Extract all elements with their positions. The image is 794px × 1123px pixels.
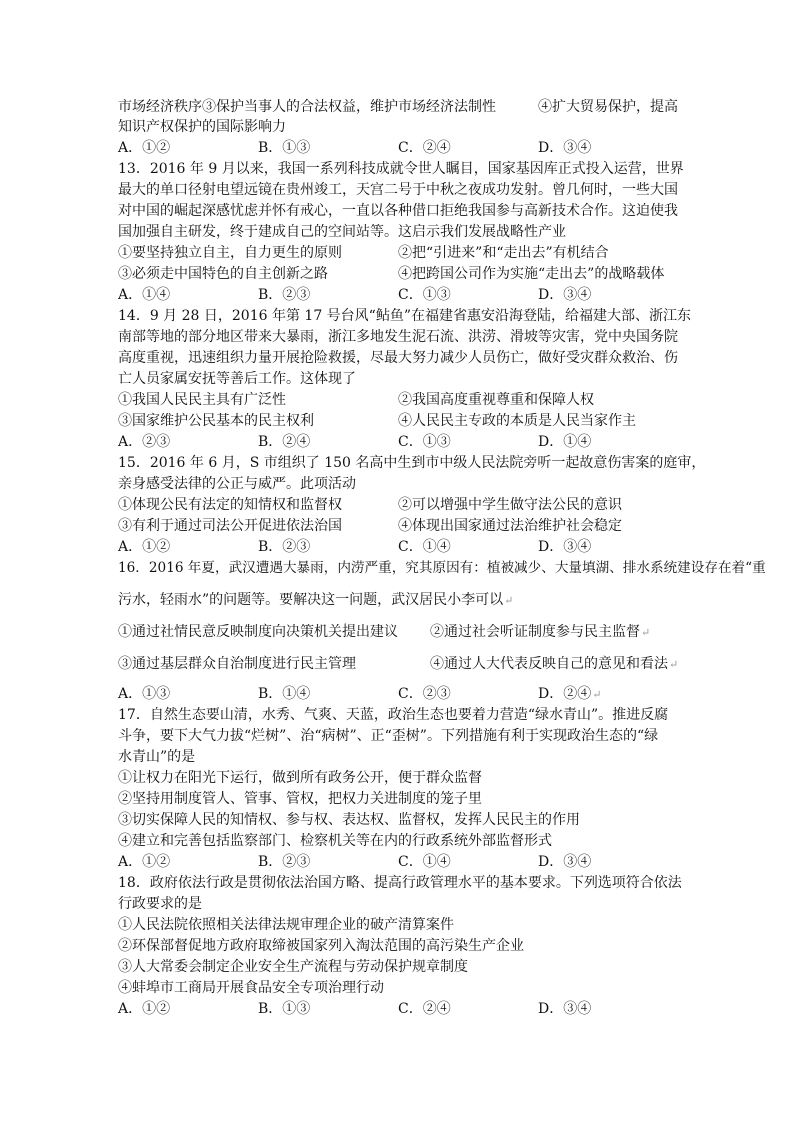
q14-choice-d[interactable]: D．①④	[538, 434, 592, 450]
q14-stem-line-1: 14．9 月 28 日，2016 年第 17 号台风“鲇鱼”在福建省惠安沿海登陆，给福建大部、浙江东	[118, 308, 691, 324]
q17-choice-d[interactable]: D．③④	[538, 854, 592, 870]
q16-statement-1-text: ①通过社情民意反映制度向决策机关提出建议	[118, 624, 398, 640]
paragraph-mark-icon: ↵	[669, 658, 679, 671]
q18-stem-line-1: 18．政府依法行政是贯彻依法治国方略、提高行政管理水平的基本要求。下列选项符合依法	[118, 875, 682, 891]
q16-stem-line-1: 16．2016 年夏，武汉遭遇大暴雨，内涝严重，究其原因有：植被减少、大量填湖、排水系统建设存在着“重	[118, 560, 766, 576]
q14-stem-line-3: 高度重视，迅速组织力量开展抢险救援，尽最大努力减少人员伤亡，做好受灾群众救治、伤	[118, 350, 678, 366]
q12-line-2: 知识产权保护的国际影响力	[118, 119, 286, 135]
paragraph-mark-icon: ↵	[504, 594, 514, 607]
q17-choice-c[interactable]: C．①④	[398, 854, 451, 870]
q16-stem-line-2	[118, 591, 513, 610]
q16-statement-3-text: ③通过基层群众自治制度进行民主管理	[118, 656, 356, 672]
q14-statement-2: ②我国高度重视尊重和保障人权	[398, 392, 594, 408]
q13-statement-1: ①要坚持独立自主，自力更生的原则	[118, 245, 342, 261]
q17-choice-a[interactable]: A．①②	[118, 854, 171, 870]
q13-choice-a[interactable]: A．①④	[118, 287, 171, 303]
q13-stem-line-4: 国加强自主研发，终于建成自己的空间站等。这启示我们发展战略性产业	[118, 224, 566, 240]
q18-stem-line-2: 行政要求的是	[118, 896, 202, 912]
q12-statement-4: ④扩大贸易保护，提高	[538, 99, 678, 115]
q14-statement-4: ④人民民主专政的本质是人民当家作主	[398, 413, 636, 429]
q12-choice-a[interactable]: A．①②	[118, 140, 171, 156]
q18-choice-b[interactable]: B．①③	[258, 1001, 311, 1017]
q13-stem-line-3: 对中国的崛起深感忧虑并怀有戒心，一直以各种借口拒绝我国参与高新技术合作。这迫使我	[118, 203, 678, 219]
paragraph-mark-icon: ↵	[641, 626, 651, 639]
paragraph-mark-icon: ↵	[592, 688, 602, 701]
q14-choice-a[interactable]: A．②③	[118, 434, 171, 450]
q14-choice-c[interactable]: C．①③	[398, 434, 451, 450]
q16-choice-d-text: D．②④	[538, 686, 592, 702]
q15-statement-4: ④体现出国家通过法治维护社会稳定	[398, 518, 622, 534]
q17-stem-line-2: 斗争，要下大气力拔“烂树”、治“病树”、正“歪树”。下列措施有利于实现政治生态的“绿	[118, 728, 659, 744]
q15-statement-1: ①体现公民有法定的知情权和监督权	[118, 497, 342, 513]
q17-statement-3: ③切实保障人民的知情权、参与权、表达权、监督权，发挥人民民主的作用	[118, 812, 580, 828]
q18-statement-2: ②环保部督促地方政府取缔被国家列入淘汰范围的高污染生产企业	[118, 938, 524, 954]
q17-statement-2: ②坚持用制度管人、管事、管权，把权力关进制度的笼子里	[118, 791, 482, 807]
q17-statement-4: ④建立和完善包括监察部门、检察机关等在内的行政系统外部监督形式	[118, 833, 552, 849]
q18-statement-3: ③人大常委会制定企业安全生产流程与劳动保护规章制度	[118, 959, 468, 975]
q16-statement-1	[118, 623, 398, 641]
q16-choice-c[interactable]: C．②③	[398, 686, 451, 702]
q15-choice-a[interactable]: A．①②	[118, 539, 171, 555]
q13-statement-3: ③必须走中国特色的自主创新之路	[118, 266, 328, 282]
q16-choice-b[interactable]: B．①④	[258, 686, 311, 702]
q13-stem-line-1: 13．2016 年 9 月以来，我国一系列科技成就令世人瞩目，国家基因库正式投入运营，世界	[118, 161, 684, 177]
q15-stem-line-1: 15．2016 年 6 月，S 市组织了 150 名高中生到市中级人民法院旁听一起故意伤害案的庭审，	[118, 455, 706, 471]
q14-statement-3: ③国家维护公民基本的民主权利	[118, 413, 314, 429]
q16-choice-a[interactable]: A．①③	[118, 686, 171, 702]
q16-statement-2	[430, 623, 650, 642]
q18-choice-c[interactable]: C．②④	[398, 1001, 451, 1017]
q15-choice-c[interactable]: C．①④	[398, 539, 451, 555]
q14-stem-line-2: 南部等地的部分地区带来大暴雨，浙江多地发生泥石流、洪涝、滑坡等灾害，党中央国务院	[118, 329, 678, 345]
q18-choice-a[interactable]: A．①②	[118, 1001, 171, 1017]
q16-statement-4-text: ④通过人大代表反映自己的意见和看法	[430, 656, 668, 672]
q15-choice-b[interactable]: B．②③	[258, 539, 311, 555]
q16-statement-3	[118, 655, 356, 673]
q16-stem-text: 污水，轻雨水”的问题等。要解决这一问题，武汉居民小李可以	[118, 592, 504, 608]
q13-choice-c[interactable]: C．①③	[398, 287, 451, 303]
q13-choice-d[interactable]: D．③④	[538, 287, 592, 303]
q13-choice-b[interactable]: B．②③	[258, 287, 311, 303]
q12-choice-c[interactable]: C．②④	[398, 140, 451, 156]
q18-statement-4: ④蚌埠市工商局开展食品安全专项治理行动	[118, 980, 384, 996]
q14-choice-b[interactable]: B．②④	[258, 434, 311, 450]
q16-statement-2-text: ②通过社会听证制度参与民主监督	[430, 624, 640, 640]
q12-choice-d[interactable]: D．③④	[538, 140, 592, 156]
q15-stem-line-2: 亲身感受法律的公正与威严。此项活动	[118, 476, 356, 492]
q13-stem-line-2: 最大的单口径射电望远镜在贵州竣工，天宫二号于中秋之夜成功发射。曾几何时，一些大国	[118, 182, 678, 198]
q17-choice-b[interactable]: B．②③	[258, 854, 311, 870]
q17-statement-1: ①让权力在阳光下运行，做到所有政务公开，便于群众监督	[118, 770, 482, 786]
q18-choice-d[interactable]: D．③④	[538, 1001, 592, 1017]
q17-stem-line-3: 水青山”的是	[118, 749, 196, 765]
q15-statement-2: ②可以增强中学生做守法公民的意识	[398, 497, 622, 513]
q12-choice-b[interactable]: B．①③	[258, 140, 311, 156]
q15-choice-d[interactable]: D．③④	[538, 539, 592, 555]
q18-statement-1: ①人民法院依照相关法律法规审理企业的破产清算案件	[118, 917, 454, 933]
q13-statement-4: ④把跨国公司作为实施“走出去”的战略载体	[398, 266, 665, 282]
q16-statement-4	[430, 655, 678, 674]
q14-statement-1: ①我国人民民主具有广泛性	[118, 392, 286, 408]
q17-stem-line-1: 17．自然生态要山清，水秀、气爽、天蓝，政治生态也要着力营造“绿水青山”。推进反腐	[118, 707, 669, 723]
q12-line-1	[118, 98, 496, 116]
q16-choice-d[interactable]	[538, 685, 601, 704]
q14-stem-line-4: 亡人员家属安抚等善后工作。这体现了	[118, 371, 356, 387]
q15-statement-3: ③有利于通过司法公开促进依法治国	[118, 518, 342, 534]
q13-statement-2: ②把“引进来”和“走出去”有机结合	[398, 245, 609, 261]
q12-statement-3: 市场经济秩序③保护当事人的合法权益，维护市场经济法制性	[118, 99, 496, 115]
